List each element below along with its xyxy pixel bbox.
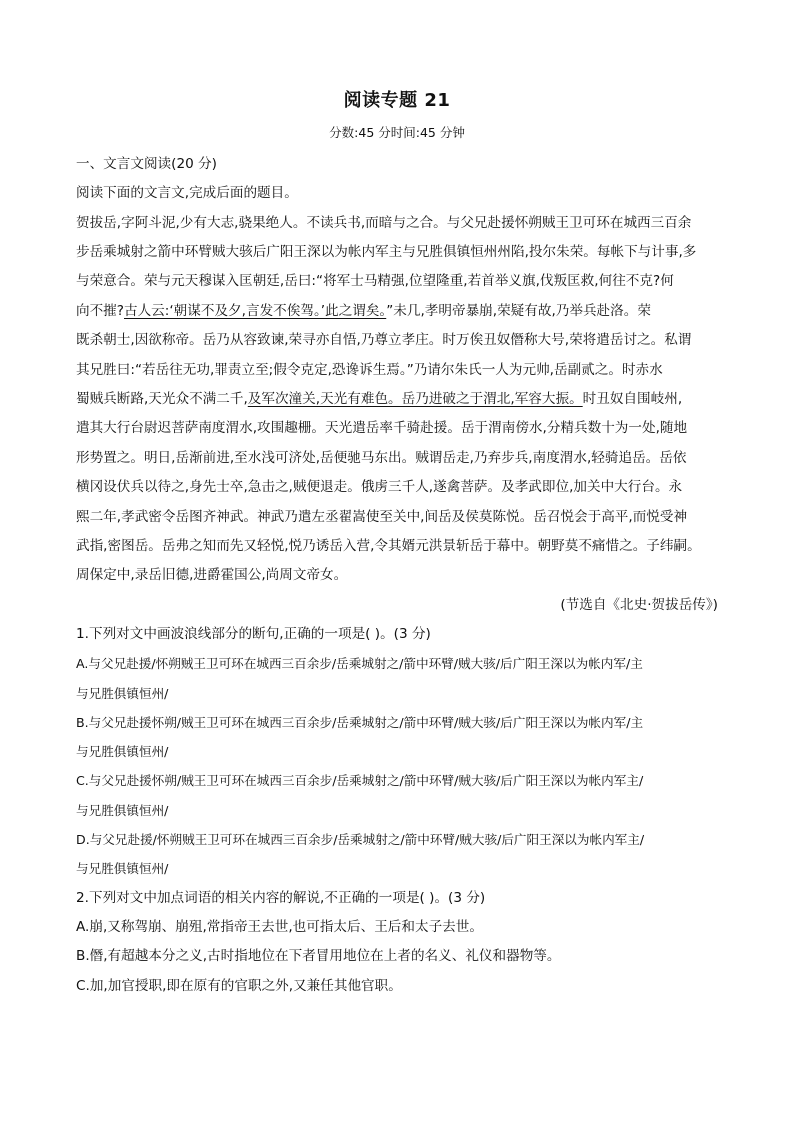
option-c: C.加,加官授职,即在原有的官职之外,又兼任其他官职。 [76,977,402,994]
passage-text: ”未几,孝明帝暴崩,荣疑有故,乃举兵赴洛。荣 [386,302,651,319]
passage-line: 形势置之。明日,岳渐前进,至水浅可济处,岳便驰马东出。贼谓岳走,乃弃步兵,南度渭水,轻骑追岳。岳依 [76,449,687,466]
option-c-cont: 与兄胜俱镇恒州/ [76,802,169,818]
question-1 [76,620,726,884]
option-a: A.与父兄赴援/怀朔贼王卫可环在城西三百余步/岳乘城射之/箭中环臂/贼大骇/后广阳王深以为帐内军/主 [76,656,643,672]
score-time-info: 分数:45 分时间:45 分钟 [329,125,465,140]
instruction: 阅读下面的文言文,完成后面的题目。 [76,185,298,202]
document-body [76,150,726,1001]
passage-line: 横冈设伏兵以待之,身先士卒,急击之,贼便退走。俄虏三千人,遂禽菩萨。及孝武即位,加关中大行台。永 [76,479,683,496]
section-heading: 一、文言文阅读(20 分) [76,156,217,172]
passage-line [76,297,726,326]
underlined-sentence: 及军次潼关,天光有难色。岳乃进破之于渭北,军容大振。 [247,390,583,407]
passage-line: 步岳乘城射之箭中环臂贼大骇后广阳王深以为帐内军主与兄胜俱镇恒州州陷,投尔朱荣。每帐下与计事,多 [76,243,697,260]
passage-line: 武指,密图岳。岳弗之知而先又轻悦,悦乃诱岳入营,令其婿元洪景斩岳于幕中。朝野莫不痛惜之。子纬嗣。 [76,537,701,554]
question-2 [76,884,726,1001]
passage-text: 向不摧? [76,302,124,319]
page-title: 阅读专题 21 [343,90,451,111]
underlined-sentence: 古人云:‘朝谋不及夕,言发不俟驾。’此之谓矣。 [124,302,387,319]
question-stem: 2.下列对文中加点词语的相关内容的解说,不正确的一项是( )。(3 分) [76,889,486,906]
passage-source: (节选自《北史·贺拔岳传》) [560,596,718,613]
option-d-cont: 与兄胜俱镇恒州/ [76,861,169,877]
option-c: C.与父兄赴援怀朔/贼王卫可环在城西三百余步/岳乘城射之/箭中环臂/贼大骇/后广阳王深以为帐内军主/ [76,773,644,789]
option-b-cont: 与兄胜俱镇恒州/ [76,744,169,760]
option-a: A.崩,又称驾崩、崩殂,常指帝王去世,也可指太后、王后和太子去世。 [76,918,483,935]
question-stem: 1.下列对文中画波浪线部分的断句,正确的一项是( )。(3 分) [76,625,431,642]
passage-line: 与荣意合。荣与元天穆谋入匡朝廷,岳曰:“将军士马精强,位望隆重,若首举义旗,伐叛匡救,何往不克?何 [76,273,674,290]
passage-line: 周保定中,录岳旧德,进爵霍国公,尚周文帝女。 [76,567,348,584]
passage-text: 蜀贼兵断路,天光众不满二千, [76,390,248,407]
passage-line [76,385,726,414]
passage-text: 时丑奴自围岐州, [582,390,683,407]
option-b: B.僭,有超越本分之义,古时指地位在下者冒用地位在上者的名义、礼仪和器物等。 [76,948,561,965]
classical-passage [76,209,726,591]
passage-line: 遣其大行台尉迟菩萨南度渭水,攻围趣栅。天光遣岳率千骑赴援。岳于渭南傍水,分精兵数十为一处,随地 [76,420,688,437]
passage-line: 既杀朝士,因欲称帝。岳乃从容致谏,荣寻亦自悟,乃尊立孝庄。时万俟丑奴僭称大号,荣将遣岳讨之。私谓 [76,332,692,349]
option-b: B.与父兄赴援怀朔/贼王卫可环在城西三百余步/岳乘城射之/箭中环臂/贼大骇/后广阳王深以为帐内军/主 [76,714,644,730]
option-d: D.与父兄赴援/怀朔贼王卫可环在城西三百余步/岳乘城射之/箭中环臂/贼大骇/后广阳王深以为帐内军主/ [76,832,645,848]
option-a-cont: 与兄胜俱镇恒州/ [76,685,169,701]
passage-line: 熙二年,孝武密令岳图齐神武。神武乃遣左丞翟嵩使至关中,间岳及侯莫陈悦。岳召悦会于高平,而悦受神 [76,508,688,525]
passage-line: 其兄胜曰:“若岳往无功,罪责立至;假令克定,恐谗诉生焉。”乃请尔朱氏一人为元帅,岳副贰之。时赤水 [76,361,663,378]
passage-line: 贺拔岳,字阿斗泥,少有大志,骁果绝人。不读兵书,而暗与之合。与父兄赴援怀朔贼王卫可环在城西三百余 [76,214,692,231]
